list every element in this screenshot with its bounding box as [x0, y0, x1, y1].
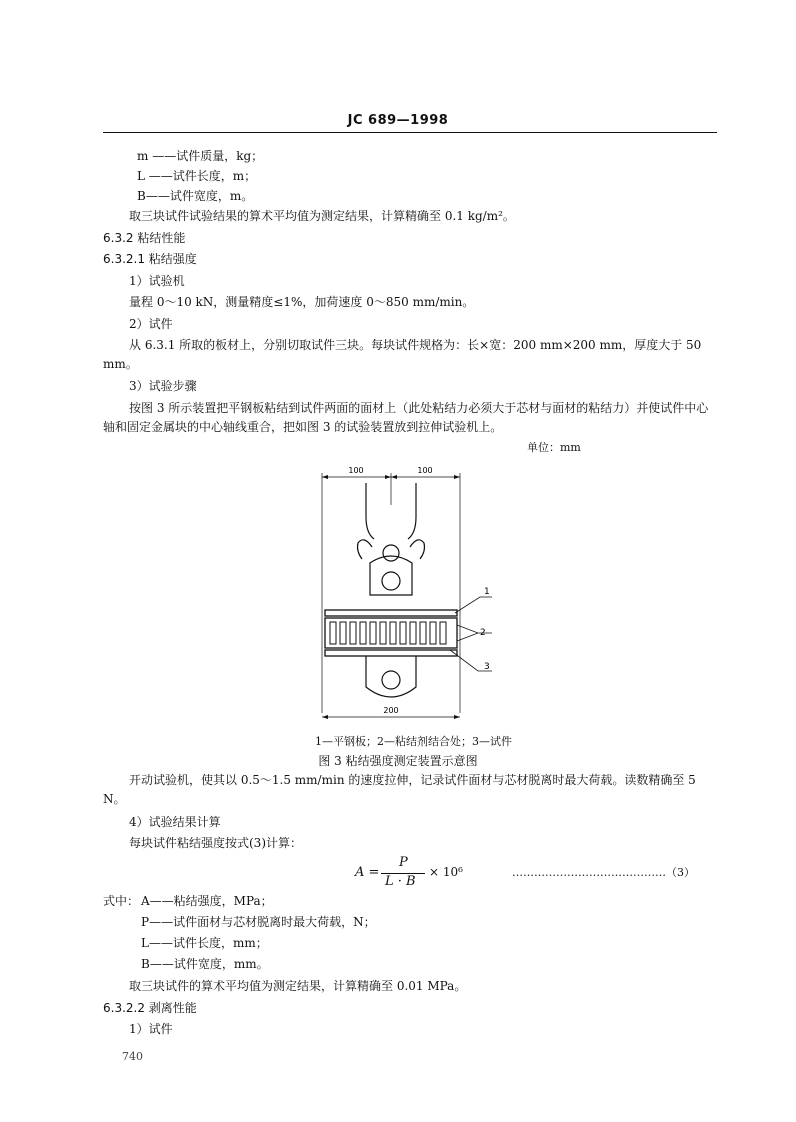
page-header: JC 689—1998 [347, 113, 449, 128]
peel-specimen-title: 1）试件 [129, 1022, 173, 1036]
figure-legend: 1—平钢板；2—粘结剂结合处；3—试件 [315, 735, 512, 748]
formula-numerator: P [399, 855, 408, 870]
where-def-P: P——试件面材与芯材脱离时最大荷载，N； [141, 915, 376, 929]
dim-left-label: 100 [348, 466, 364, 475]
bond-strength-figure [300, 455, 520, 740]
specimen-title: 2）试件 [129, 317, 173, 331]
core-ribs [330, 622, 446, 644]
unit-label: 单位：mm [527, 441, 581, 454]
steps-title: 3）试验步骤 [129, 379, 197, 393]
section-6-3-2-1: 6.3.2.1 粘结强度 [103, 252, 197, 266]
where-def-B: B——试件宽度，mm。 [141, 957, 269, 971]
callout-2: 2 [480, 628, 486, 638]
calc-text: 每块试件粘结强度按式(3)计算： [129, 836, 302, 850]
steps-text: 按图 3 所示装置把平钢板粘结到试件两面的面材上（此处粘结力必须大于芯材与面材的粘结力）并使试件中心轴和固定金属块的中心轴线重合，把如图 3 的试验装置放到拉伸试验机上。 [103, 401, 709, 434]
procedure-text: 开动试验机，使其以 0.5～1.5 mm/min 的速度拉伸，记录试件面材与芯材脱离时最大荷载。读数精确至 5 N。 [103, 773, 696, 806]
def-m: m ——试件质量，kg； [137, 149, 264, 163]
dim-bottom-label: 200 [383, 706, 399, 715]
header-rule [103, 132, 717, 133]
def-B: B——试件宽度，m。 [137, 189, 254, 203]
machine-text: 量程 0～10 kN，测量精度≤1%，加荷速度 0～850 mm/min。 [129, 295, 475, 309]
mass-result-text: 取三块试件试验结果的算术平均值为测定结果，计算精确至 0.1 kg/m²。 [129, 209, 515, 223]
page-number: 740 [122, 1050, 143, 1063]
specimen-text: 从 6.3.1 所取的板材上，分别切取试件三块。每块试件规格为：长×宽：200 mm×200 mm，厚度大于 50 mm。 [103, 338, 702, 371]
formula-number: ……………………………………（3） [512, 866, 695, 879]
def-L: L ——试件长度，m； [137, 169, 257, 183]
callout-1: 1 [484, 587, 490, 597]
where-def-A: A——粘结强度，MPa； [141, 894, 273, 908]
figure-caption: 图 3 粘结强度测定装置示意图 [318, 754, 478, 768]
machine-title: 1）试验机 [129, 274, 185, 288]
calc-title: 4）试验结果计算 [129, 815, 221, 829]
callout-3: 3 [484, 662, 490, 672]
where-lead: 式中： [103, 894, 140, 908]
bond-result-text: 取三块试件的算术平均值为测定结果，计算精确至 0.01 MPa。 [129, 979, 467, 993]
formula-lhs: A = [355, 865, 380, 880]
bottom-steel-plate [325, 650, 457, 656]
formula-denominator: L · B [385, 874, 416, 889]
section-6-3-2-2: 6.3.2.2 剥离性能 [103, 1001, 197, 1015]
top-steel-plate [325, 610, 457, 616]
section-6-3-2: 6.3.2 粘结性能 [103, 231, 186, 245]
dim-right-label: 100 [417, 466, 433, 475]
where-def-L: L——试件长度，mm； [141, 936, 268, 950]
lower-grip [366, 656, 416, 697]
formula-times: × 10⁶ [429, 865, 463, 879]
